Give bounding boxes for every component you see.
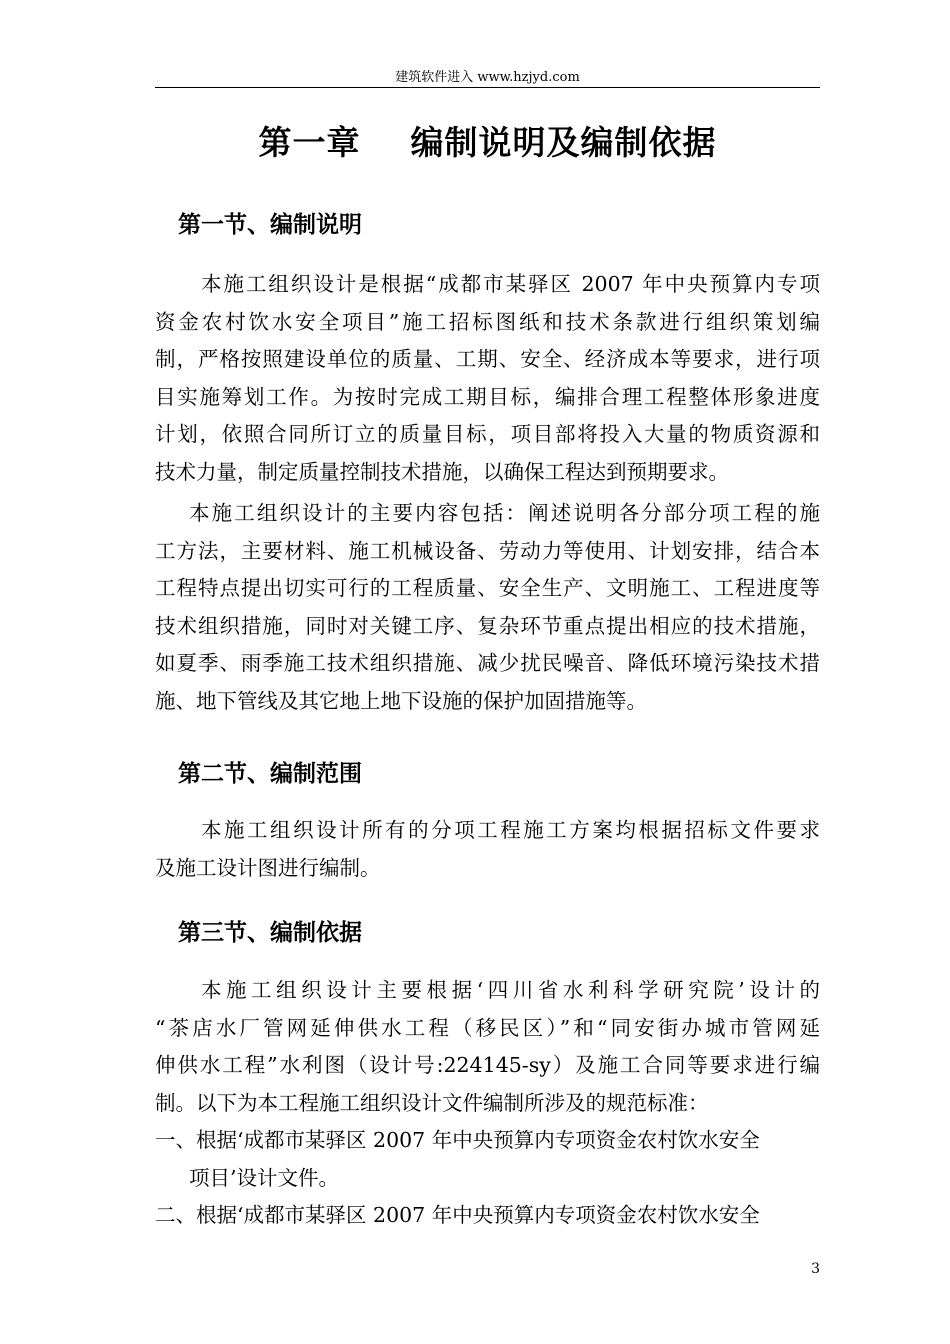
page-number: 3 [811,1261,820,1277]
list-item-line: 项目’设计文件。 [189,1165,340,1190]
section-title-3: 第三节、编制依据 [178,920,362,946]
paragraph-line: 本施工组织设计的主要内容包括：阐述说明各分部分项工程的施 [189,501,820,525]
paragraph-line: 施、地下管线及其它地上地下设施的保护加固措施等。 [155,688,647,713]
list-item-line: 一、根据‘成都市某驿区 2007 年中央预算内专项资金农村饮水安全 [155,1128,760,1152]
paragraph-line: 工程特点提出切实可行的工程质量、安全生产、文明施工、工程进度等 [155,576,820,600]
paragraph-4 [155,972,820,1122]
paragraph-line: 制。以下为本工程施工组织设计文件编制所涉及的规范标准： [155,1090,709,1115]
running-header: 建筑软件进入 www.hzjyd.com [395,70,580,85]
paragraph-line: 及施工设计图进行编制。 [155,855,381,880]
paragraph-line: 本施工组织设计所有的分项工程施工方案均根据招标文件要求 [201,818,820,842]
section-title-2: 第二节、编制范围 [178,761,362,787]
paragraph-line: 资金农村饮水安全项目”施工招标图纸和技术条款进行组织策划编 [155,309,820,334]
paragraph-line: 目实施筹划工作。为按时完成工期目标，编排合理工程整体形象进度 [155,384,820,409]
paragraph-3 [155,812,820,887]
paragraph-2 [155,495,820,720]
paragraph-line: 伸供水工程”水利图（设计号:224145-sy）及施工合同等要求进行编 [155,1053,820,1077]
section-title-1: 第一节、编制说明 [178,212,362,238]
paragraph-line: 计划，依照合同所订立的质量目标，项目部将投入大量的物质资源和 [155,422,820,446]
paragraph-line: 制，严格按照建设单位的质量、工期、安全、经济成本等要求，进行项 [155,347,820,371]
paragraph-line: 本施工组织设计是根据“成都市某驿区 2007 年中央预算内专项 [201,272,820,296]
chapter-title: 第一章 编制说明及编制依据 [258,123,717,162]
paragraph-line: “茶店水厂管网延伸供水工程（移民区）”和“同安街办城市管网延 [155,1015,820,1040]
header-rule [155,87,820,88]
paragraph-1 [155,266,820,491]
list-item-2 [155,1197,820,1235]
paragraph-line: 如夏季、雨季施工技术组织措施、减少扰民噪音、降低环境污染技术措 [155,651,820,675]
paragraph-line: 工方法，主要材料、施工机械设备、劳动力等使用、计划安排，结合本 [155,538,820,563]
paragraph-line: 技术组织措施，同时对关键工序、复杂环节重点提出相应的技术措施， [155,613,820,638]
paragraph-line: 技术力量，制定质量控制技术措施，以确保工程达到预期要求。 [155,459,729,484]
list-item-line: 二、根据‘成都市某驿区 2007 年中央预算内专项资金农村饮水安全 [155,1203,760,1227]
paragraph-line: 本施工组织设计主要根据‘四川省水利科学研究院’设计的 [201,978,820,1002]
list-item-1 [155,1122,820,1197]
